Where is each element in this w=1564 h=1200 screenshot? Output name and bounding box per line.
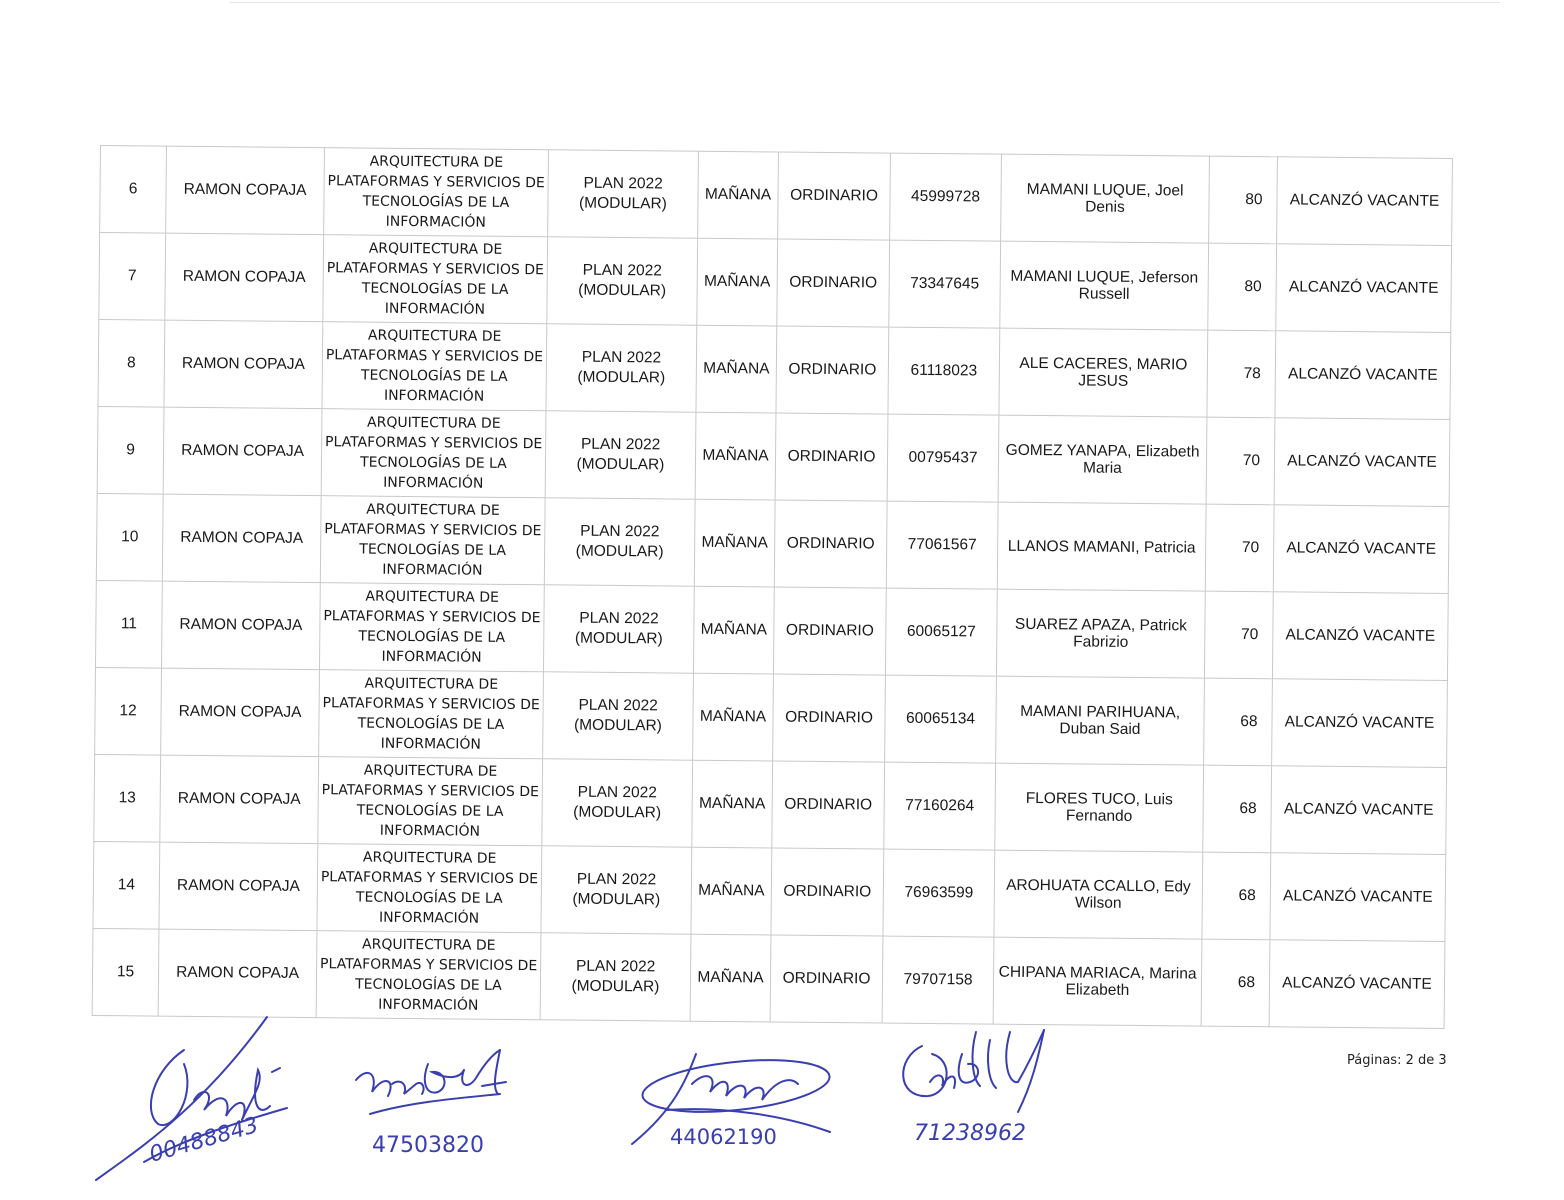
cell-program: ARQUITECTURA DE PLATAFORMAS Y SERVICIOS DE TECNOLOGÍAS DE LA INFORMACIÓN [324,148,549,237]
signature-1-scribble [92,1012,302,1187]
cell-shift: MAÑANA [690,934,771,1022]
cell-status: ALCANZÓ VACANTE [1270,853,1446,942]
cell-dni: 77160264 [884,762,996,850]
cell-shift: MAÑANA [694,499,775,587]
signature-3-scribble [626,1040,836,1152]
cell-score: 70 [1204,591,1273,679]
cell-program: ARQUITECTURA DE PLATAFORMAS Y SERVICIOS DE TECNOLOGÍAS DE LA INFORMACIÓN [318,757,543,846]
results-table [92,145,1453,1029]
cell-plan [541,846,692,934]
cell-number: 14 [93,841,160,929]
cell-teacher: RAMON COPAJA [161,668,320,757]
signature-4-scribble [892,1024,1067,1149]
cell-plan [543,672,694,760]
cell-mode: ORDINARIO [776,326,889,414]
plan-type: (MODULAR) [573,803,662,822]
plan-type: (MODULAR) [578,194,667,213]
cell-number: 8 [98,319,165,407]
plan-name: PLAN 2022 [580,522,660,541]
cell-mode: ORDINARIO [773,587,886,675]
cell-number: 12 [95,667,162,755]
cell-applicant-name: CHIPANA MARIACA, Marina Elizabeth [993,937,1202,1026]
cell-status: ALCANZÓ VACANTE [1269,940,1445,1029]
cell-teacher: RAMON COPAJA [158,929,317,1018]
plan-name: PLAN 2022 [580,435,661,454]
cell-plan [548,150,699,238]
plan-name: PLAN 2022 [576,870,657,889]
cell-dni: 61118023 [888,327,1000,415]
cell-mode: ORDINARIO [775,413,888,501]
cell-program: ARQUITECTURA DE PLATAFORMAS Y SERVICIOS DE TECNOLOGÍAS DE LA INFORMACIÓN [317,844,542,933]
cell-shift: MAÑANA [693,586,774,674]
cell-dni: 77061567 [886,501,998,589]
results-table-body [92,146,1452,1029]
signature-1 [92,1012,302,1187]
cell-status: ALCANZÓ VACANTE [1273,505,1449,594]
cell-status: ALCANZÓ VACANTE [1272,679,1448,768]
cell-shift: MAÑANA [691,847,772,935]
cell-applicant-name: FLORES TUCO, Luis Fernando [995,763,1204,852]
cell-applicant-name: MAMANI LUQUE, Jeferson Russell [1000,241,1209,330]
cell-applicant-name: AROHUATA CCALLO, Edy Wilson [994,850,1203,939]
plan-name: PLAN 2022 [577,783,658,802]
cell-mode: ORDINARIO [772,761,885,849]
cell-teacher: RAMON COPAJA [165,233,324,322]
cell-score: 78 [1207,330,1276,418]
cell-number: 13 [94,754,161,842]
plan-type: (MODULAR) [573,716,662,735]
cell-mode: ORDINARIO [771,848,884,936]
cell-shift: MAÑANA [695,412,776,500]
cell-teacher: RAMON COPAJA [160,755,319,844]
cell-teacher: RAMON COPAJA [162,494,321,583]
cell-shift: MAÑANA [696,325,777,413]
plan-type: (MODULAR) [576,455,665,474]
plan-name: PLAN 2022 [575,957,656,976]
cell-status: ALCANZÓ VACANTE [1274,418,1450,507]
plan-name: PLAN 2022 [578,696,658,715]
cell-shift: MAÑANA [698,151,779,239]
cell-program: ARQUITECTURA DE PLATAFORMAS Y SERVICIOS DE TECNOLOGÍAS DE LA INFORMACIÓN [319,583,544,672]
table-row [98,319,1451,419]
cell-plan [543,585,694,673]
plan-type: (MODULAR) [575,542,664,561]
cell-applicant-name: ALE CACERES, MARIO JESUS [999,328,1208,417]
plan-type: (MODULAR) [571,977,660,996]
plan-name: PLAN 2022 [581,348,662,367]
table-row [97,406,1450,506]
cell-dni: 45999728 [890,153,1002,241]
plan-type: (MODULAR) [572,890,661,909]
scan-edge-line [230,2,1500,3]
cell-teacher: RAMON COPAJA [159,842,318,931]
signature-3-number: 44062190 [670,1125,777,1149]
cell-number: 10 [96,493,163,581]
cell-applicant-name: LLANOS MAMANI, Patricia [997,502,1206,591]
cell-number: 6 [100,146,167,234]
plan-type: (MODULAR) [574,629,663,648]
cell-score: 68 [1204,678,1273,766]
results-page [92,145,1452,1029]
cell-number: 15 [92,928,159,1016]
signature-3 [626,1040,836,1152]
cell-applicant-name: GOMEZ YANAPA, Elizabeth Maria [998,415,1207,504]
cell-score: 70 [1206,417,1275,505]
cell-plan [545,411,696,499]
cell-program: ARQUITECTURA DE PLATAFORMAS Y SERVICIOS DE TECNOLOGÍAS DE LA INFORMACIÓN [316,931,541,1020]
cell-dni: 60065127 [885,588,997,676]
page-counter: Páginas: 2 de 3 [1347,1053,1447,1068]
cell-plan [546,324,697,412]
cell-dni: 60065134 [885,675,997,763]
cell-shift: MAÑANA [697,238,778,326]
table-row [99,233,1452,333]
cell-status: ALCANZÓ VACANTE [1275,331,1451,420]
signature-4 [892,1024,1067,1149]
cell-teacher: RAMON COPAJA [164,320,323,409]
cell-plan [540,933,691,1021]
cell-score: 68 [1201,939,1270,1027]
cell-applicant-name: SUAREZ APAZA, Patrick Fabrizio [996,589,1205,678]
signature-1-number: 00488843 [146,1112,262,1168]
cell-program: ARQUITECTURA DE PLATAFORMAS Y SERVICIOS DE TECNOLOGÍAS DE LA INFORMACIÓN [322,322,547,411]
plan-type: (MODULAR) [578,281,667,300]
cell-mode: ORDINARIO [778,152,891,240]
cell-teacher: RAMON COPAJA [161,581,320,670]
cell-program: ARQUITECTURA DE PLATAFORMAS Y SERVICIOS DE TECNOLOGÍAS DE LA INFORMACIÓN [320,496,545,585]
cell-dni: 73347645 [889,240,1001,328]
plan-type: (MODULAR) [577,368,666,387]
cell-shift: MAÑANA [693,673,774,761]
cell-mode: ORDINARIO [777,239,890,327]
cell-dni: 00795437 [887,414,999,502]
table-row [93,841,1446,941]
cell-teacher: RAMON COPAJA [166,146,325,235]
table-row [95,580,1448,680]
signature-2-scribble [350,1042,520,1160]
plan-name: PLAN 2022 [579,609,659,628]
cell-score: 80 [1209,156,1278,244]
cell-shift: MAÑANA [692,760,773,848]
signature-4-number: 71238962 [914,1121,1026,1146]
cell-plan [542,759,693,847]
cell-program: ARQUITECTURA DE PLATAFORMAS Y SERVICIOS DE TECNOLOGÍAS DE LA INFORMACIÓN [323,235,548,324]
table-row [95,667,1448,767]
cell-status: ALCANZÓ VACANTE [1276,244,1452,333]
table-row [100,146,1453,246]
cell-score: 68 [1202,852,1271,940]
cell-plan [544,498,695,586]
cell-dni: 76963599 [883,849,995,937]
cell-program: ARQUITECTURA DE PLATAFORMAS Y SERVICIOS DE TECNOLOGÍAS DE LA INFORMACIÓN [321,409,546,498]
table-row [96,493,1449,593]
table-row [94,754,1447,854]
plan-name: PLAN 2022 [582,261,663,280]
cell-status: ALCANZÓ VACANTE [1277,157,1453,246]
cell-status: ALCANZÓ VACANTE [1271,766,1447,855]
cell-applicant-name: MAMANI PARIHUANA, Duban Said [996,676,1205,765]
cell-number: 9 [97,406,164,494]
cell-teacher: RAMON COPAJA [163,407,322,496]
cell-applicant-name: MAMANI LUQUE, Joel Denis [1001,154,1210,243]
cell-status: ALCANZÓ VACANTE [1272,592,1448,681]
cell-program: ARQUITECTURA DE PLATAFORMAS Y SERVICIOS DE TECNOLOGÍAS DE LA INFORMACIÓN [319,670,544,759]
signature-2 [350,1042,520,1160]
cell-mode: ORDINARIO [773,674,886,762]
cell-number: 11 [95,580,162,668]
cell-mode: ORDINARIO [774,500,887,588]
cell-dni: 79707158 [882,936,994,1024]
cell-mode: ORDINARIO [770,935,883,1023]
cell-score: 68 [1203,765,1272,853]
signature-2-number: 47503820 [372,1133,484,1158]
cell-score: 70 [1205,504,1274,592]
cell-score: 80 [1208,243,1277,331]
cell-plan [547,237,698,325]
plan-name: PLAN 2022 [583,174,663,193]
cell-number: 7 [99,233,166,321]
